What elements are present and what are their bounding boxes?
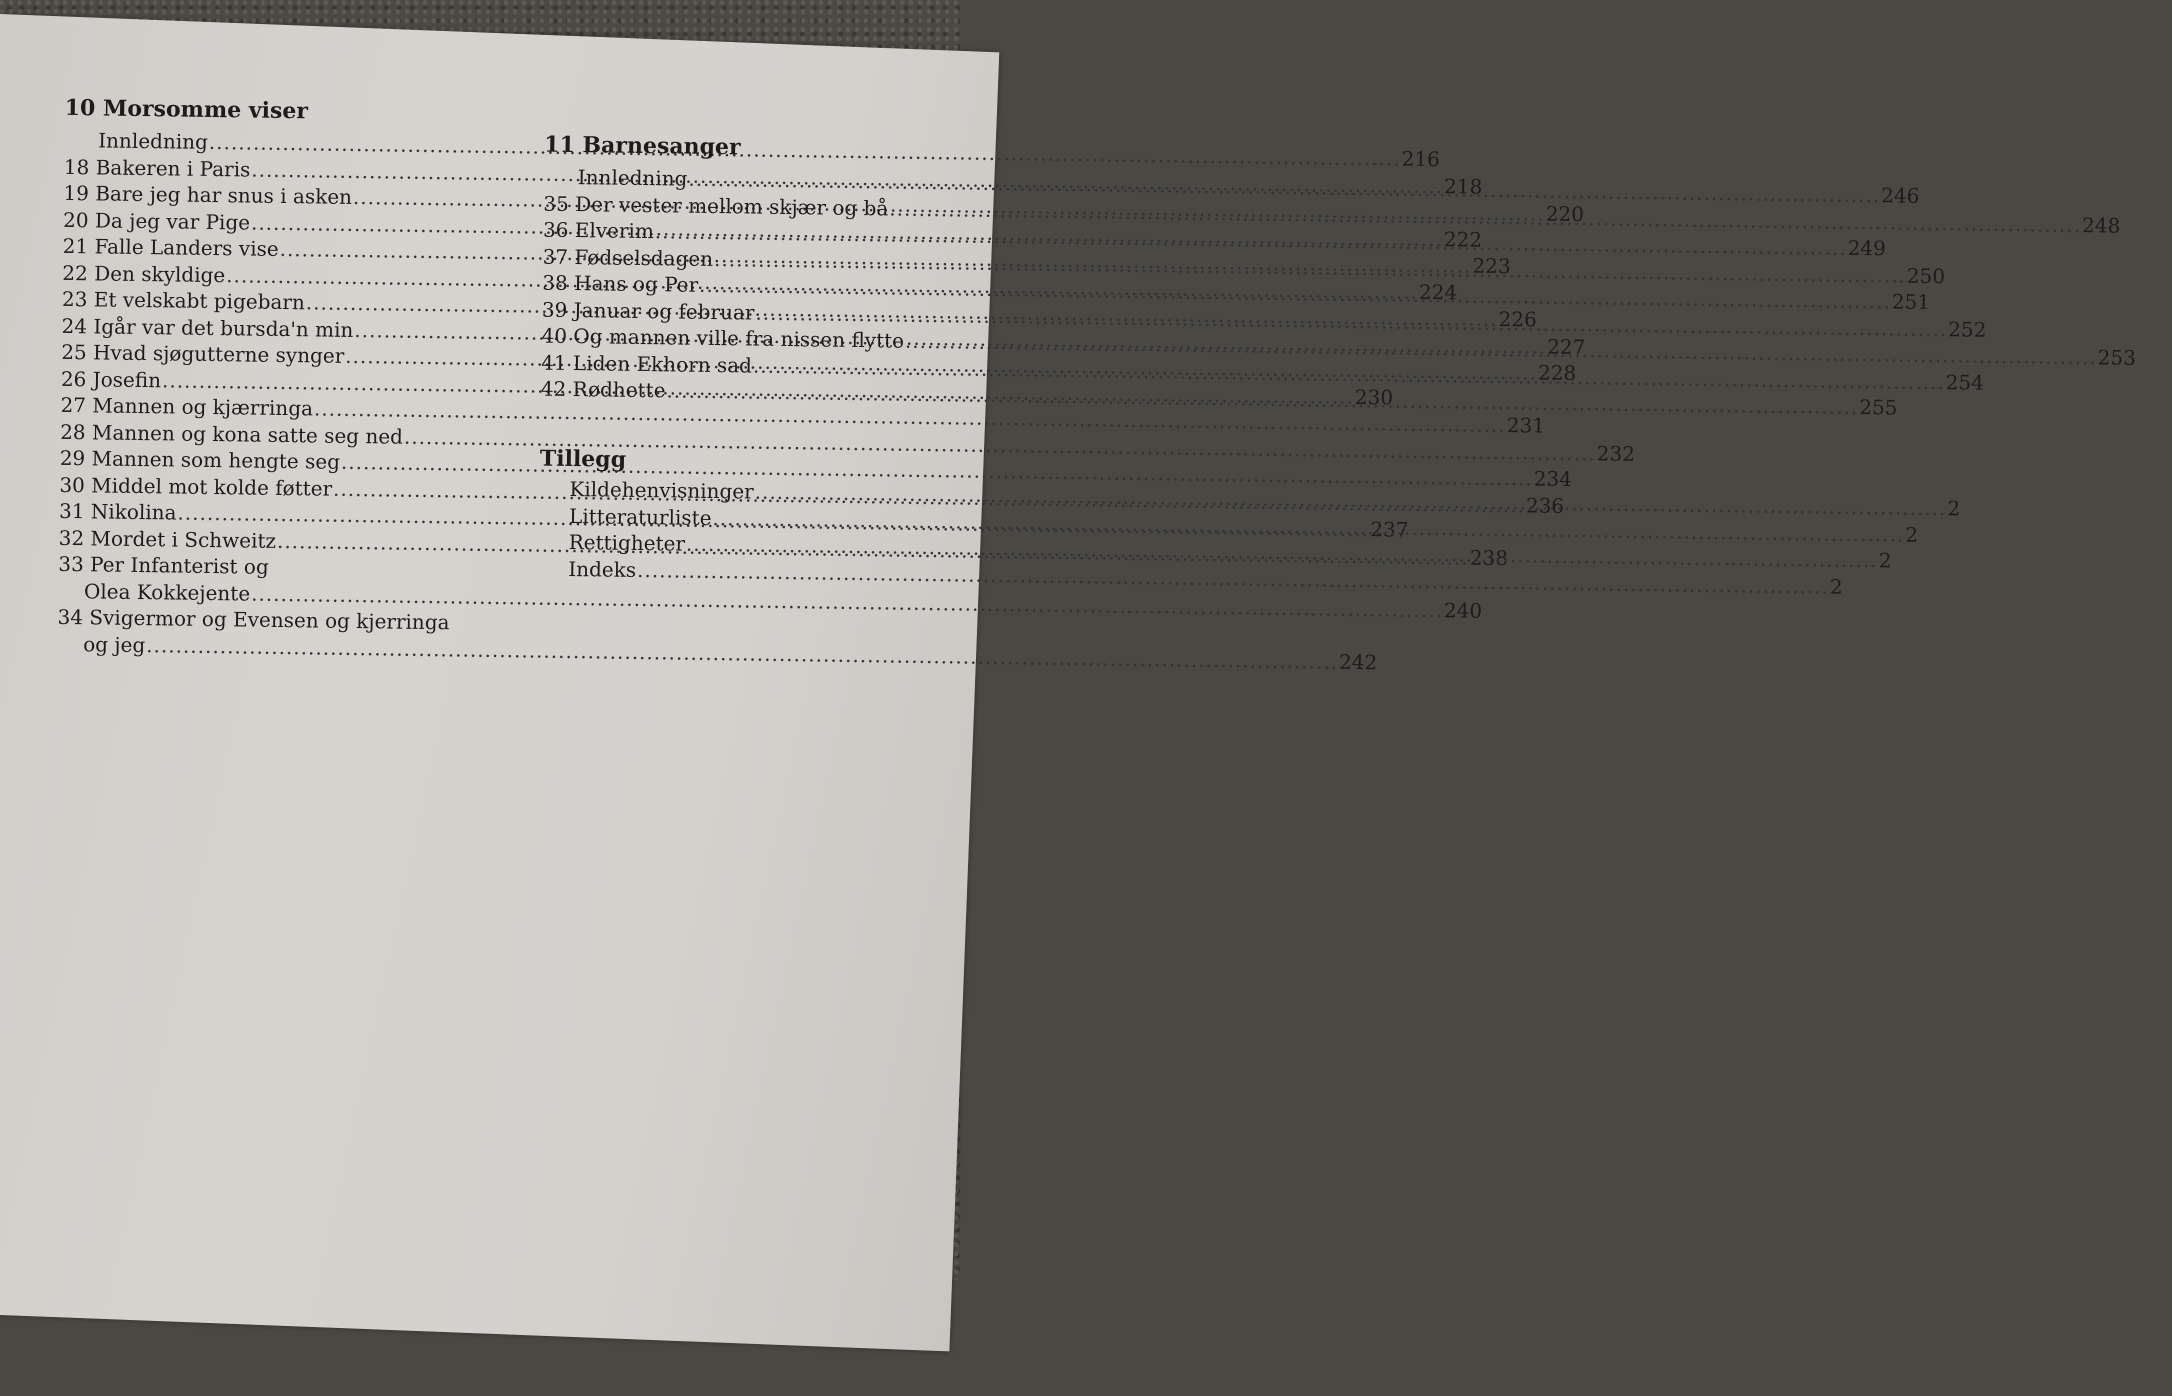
entry-title: 36 Elverim [542, 217, 655, 244]
entry-page: 234 [1533, 466, 1573, 491]
entry-title: 22 Den skyldige [62, 260, 226, 287]
entry-title: 28 Mannen og kona satte seg ned [60, 419, 404, 449]
section-heading: 11 Barnesanger [544, 131, 741, 161]
entry-title: Kildehenvisninger [569, 476, 754, 504]
entry-title: 25 Hvad sjøgutterne synger [61, 339, 345, 368]
entry-title: 23 Et velskabt pigebarn [61, 286, 306, 315]
section-heading: Tillegg [539, 445, 627, 473]
entry-title: 35 Der vester mellom skjær og bå [543, 191, 889, 220]
entry-title: 32 Mordet i Schweitz [58, 525, 277, 553]
entry-title: 26 Josefin [60, 366, 162, 392]
entry-page: 242 [1338, 649, 1378, 674]
entry-page: 238 [1469, 545, 1509, 570]
entry-page: 255 [1859, 394, 1898, 420]
entry-title: 38 Hans og Per [542, 270, 699, 297]
entry-title: 18 Bakeren i Paris [63, 154, 251, 182]
entry-title: Olea Kokkejente [83, 578, 251, 606]
entry-title: 40 Og mannen ville fra nissen flytte [541, 323, 905, 353]
entry-page: 2 [1829, 574, 1843, 599]
entry-title: 21 Falle Landers vise [62, 233, 279, 261]
entry-page: 224 [1418, 279, 1458, 304]
entry-page: 254 [1945, 369, 1985, 395]
entry-page: 222 [1443, 226, 1483, 252]
entry-page: 246 [1881, 183, 1920, 208]
entry-page: 226 [1498, 306, 1537, 332]
entry-page: 248 [2081, 212, 2121, 238]
entry-title: Rettigheter [568, 529, 686, 556]
entry-page: 218 [1443, 173, 1483, 199]
entry-page: 237 [1370, 517, 1409, 542]
book-page [0, 14, 2137, 1351]
entry-title: 20 Da jeg var Pige [62, 207, 251, 235]
entry-page: 249 [1847, 235, 1887, 261]
entry-page: 2 [1905, 522, 1919, 547]
entry-title: 29 Mannen som hengte seg [59, 445, 341, 474]
entry-title: 27 Mannen og kjærringa [60, 392, 314, 421]
entry-title: og jeg [83, 631, 146, 657]
entry-page: 2 [1878, 548, 1892, 573]
toc-entry [57, 630, 1378, 674]
entry-title: Litteraturliste [568, 503, 712, 530]
entry-page: 230 [1354, 384, 1394, 409]
entry-title: 31 Nikolina [58, 498, 177, 525]
entry-page: 240 [1443, 597, 1483, 623]
entry-title: 41 Liden Ekhorn sad [541, 350, 753, 378]
entry-title: 24 Igår var det bursda'n min [61, 313, 354, 342]
entry-title: 39 Januar og februar [541, 297, 755, 325]
entry-page: 220 [1545, 201, 1585, 227]
entry-page: 250 [1906, 263, 1946, 288]
toc-entry-line1: 33 Per Infanterist og [58, 551, 269, 579]
entry-page: 232 [1596, 440, 1636, 466]
entry-page: 231 [1506, 413, 1546, 438]
entry-title: 19 Bare jeg har snus i asken [63, 180, 353, 209]
entry-title: 42 Rødhette [540, 376, 666, 403]
entry-page: 216 [1401, 146, 1441, 172]
entry-title: 37 Fødselsdagen [542, 244, 714, 271]
entry-title: 30 Middel mot kolde føtter [59, 472, 333, 501]
toc-entry-line1: 34 Svigermor og Evensen og kjerringa [57, 604, 450, 635]
entry-page: 253 [2097, 345, 2137, 370]
entry-title: Indeks [568, 556, 637, 582]
entry-page: 252 [1948, 316, 1987, 342]
entry-title: Innledning [98, 128, 209, 154]
entry-page: 223 [1472, 253, 1511, 279]
entry-title: Innledning [577, 165, 688, 191]
entry-page: 2 [1947, 496, 1961, 521]
entry-page: 227 [1547, 334, 1586, 359]
entry-page: 228 [1537, 360, 1577, 386]
entry-page: 251 [1891, 289, 1931, 314]
dot-leader [146, 632, 1338, 675]
entry-page: 236 [1525, 492, 1565, 518]
section-heading: 10 Morsomme viser [64, 94, 309, 125]
